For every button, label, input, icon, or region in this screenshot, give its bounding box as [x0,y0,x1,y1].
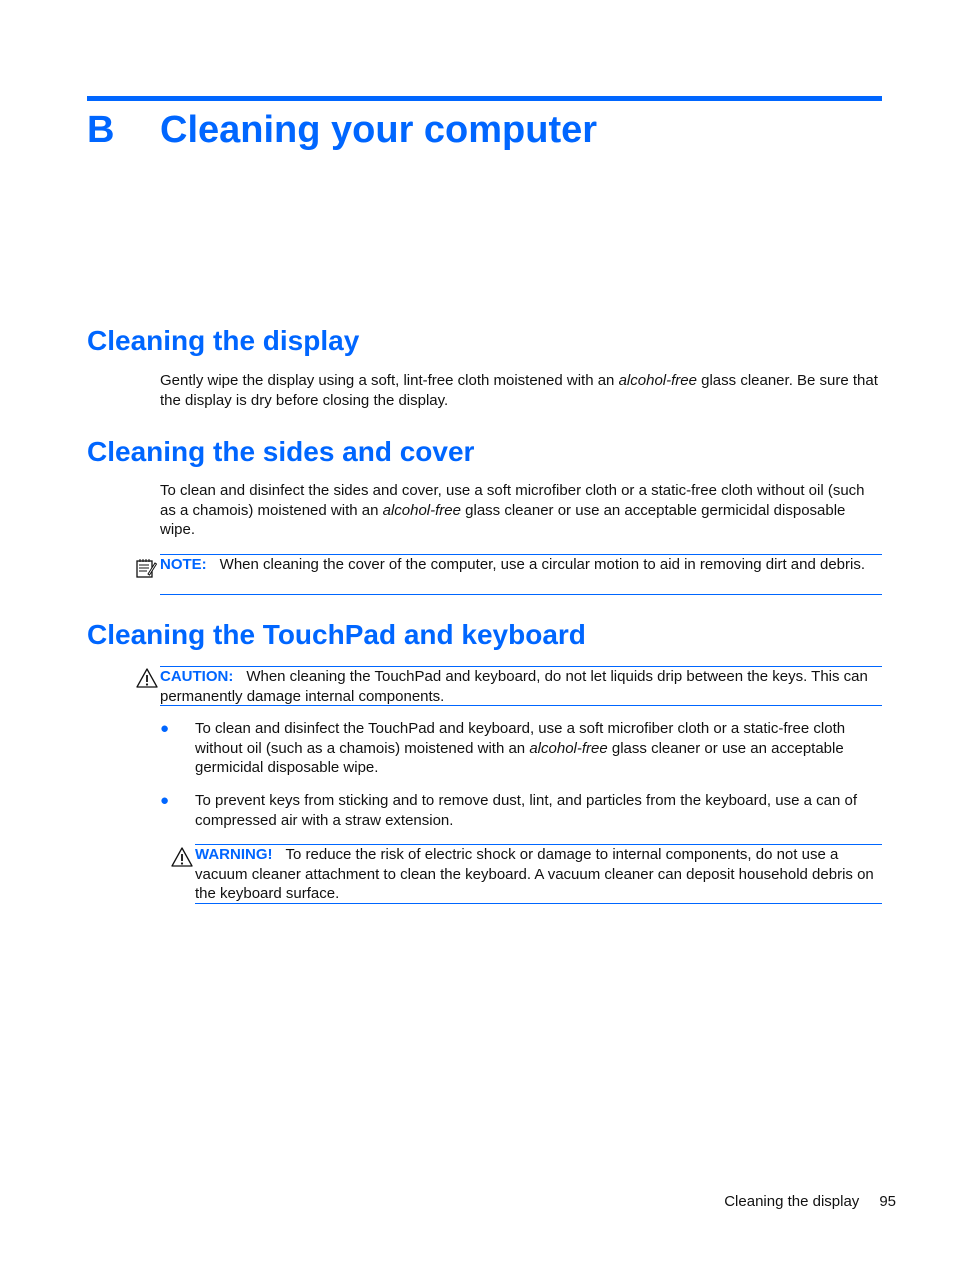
warning-box [195,844,882,904]
chapter-letter: B [87,109,115,151]
chapter-title [87,106,597,154]
bullet-icon: ● [160,792,170,809]
caution-text: When cleaning the TouchPad and keyboard, do not let liquids drip between the keys. This can permanently damage internal components. [160,668,868,705]
chapter-rule [87,96,882,101]
list-item-text: To prevent keys from sticking and to remove dust, lint, and particles from the keyboard, use a can of compressed air with a straw extension. [195,792,857,829]
warning-triangle-icon [171,846,193,868]
footer-section-title: Cleaning the display [724,1193,860,1210]
page-number: 95 [879,1193,896,1210]
page-footer [724,1192,896,1211]
heading-cleaning-sides-cover: Cleaning the sides and cover [87,436,475,467]
note-pad-icon [135,557,157,579]
bullet-icon: ● [160,720,170,737]
paragraph-sides: To clean and disinfect the sides and cover, use a soft microfiber cloth or a static-free cloth without oil (such as a chamois) moistened with an alcohol-free glass cleaner or use an acceptable germicidal disposable wipe. [160,482,865,538]
note-text: When cleaning the cover of the computer, use a circular motion to aid in removing dirt and debris. [219,556,866,573]
chapter-title-text: Cleaning your computer [160,109,598,151]
heading-cleaning-touchpad-keyboard: Cleaning the TouchPad and keyboard [87,619,586,650]
caution-box [160,666,882,706]
list-item-text: To clean and disinfect the TouchPad and keyboard, use a soft microfiber cloth or a static-free cloth without oil (such as a chamois) moistened with an alcohol-free glass cleaner or use an acceptable germicidal disposable wipe. [195,720,846,776]
note-label: NOTE: [160,556,207,573]
paragraph-display: Gently wipe the display using a soft, lint-free cloth moistened with an alcohol-free glass cleaner. Be sure that the display is dry before closing the display. [160,372,878,409]
warning-label: WARNING! [195,846,273,863]
caution-triangle-icon [136,667,158,689]
warning-text: To reduce the risk of electric shock or damage to internal components, do not use a vacuum cleaner attachment to clean the keyboard. A vacuum cleaner can deposit household debris on the keyboard surface. [195,846,874,902]
note-box [160,554,882,595]
heading-cleaning-display: Cleaning the display [87,325,360,356]
caution-label: CAUTION: [160,668,234,685]
